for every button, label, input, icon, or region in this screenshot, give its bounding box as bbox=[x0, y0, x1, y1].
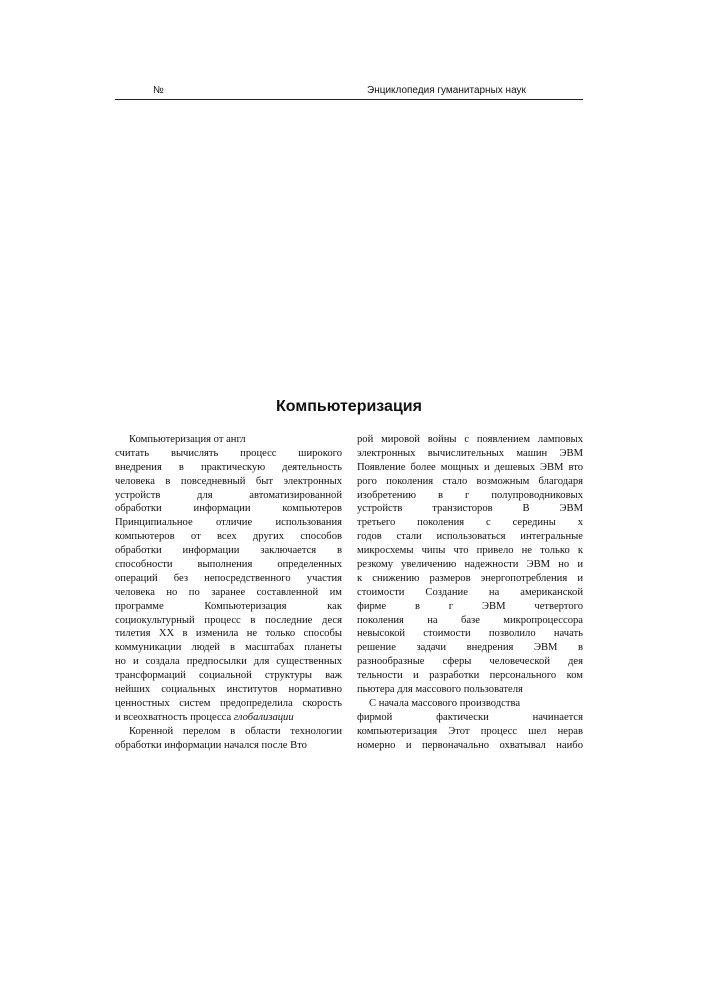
text-line: компьютеризация Этот процесс шел нерав bbox=[357, 725, 583, 737]
running-header bbox=[115, 85, 583, 100]
text-line: человека но по заранее составленной им bbox=[115, 586, 342, 598]
article-title: Компьютеризация bbox=[276, 398, 422, 415]
text-line: способности выполнения определенных bbox=[115, 559, 342, 571]
right-column bbox=[357, 433, 583, 752]
text-line: тилетия XX в изменила не только способы bbox=[115, 628, 342, 640]
text-line: номерно и первоначально охватывал наибо bbox=[357, 739, 583, 751]
text-line: компьютеров от всех других способов bbox=[115, 531, 342, 543]
text-line: внедрения в практическую деятельность bbox=[115, 461, 342, 473]
text-line: коммуникации людей в масштабах планеты bbox=[115, 642, 342, 654]
issue-number: № bbox=[153, 85, 164, 96]
text-line: фирме в г ЭВМ четвертого bbox=[357, 600, 583, 612]
text-line: невысокой стоимости позволило начать bbox=[357, 628, 583, 640]
left-column bbox=[115, 433, 342, 752]
text-line: но и создала предпосылки для существенных bbox=[115, 656, 342, 668]
text-line: обработки информации начался после Вто bbox=[115, 739, 307, 751]
text-line: электронных вычислительных машин ЭВМ bbox=[357, 447, 583, 459]
text-line: считать вычислять процесс широкого bbox=[115, 447, 342, 459]
text-line: обработки информации компьютеров bbox=[115, 503, 342, 515]
text-line: Компьютеризация от англ bbox=[129, 434, 246, 445]
text-line: решение задачи внедрения ЭВМ в bbox=[357, 642, 583, 654]
text-line: обработки информации заключается в bbox=[115, 545, 342, 557]
text-line: стоимости Создание на американской bbox=[357, 586, 583, 598]
text-line: Принципиальное отличие использования bbox=[115, 517, 342, 529]
text-line: трансформаций социальной структуры важ bbox=[115, 670, 342, 682]
text-line: изобретению в г полупроводниковых bbox=[357, 489, 583, 501]
italic-term: глобализации bbox=[233, 711, 294, 723]
text-line: С начала массового производства bbox=[369, 697, 521, 709]
text-line bbox=[115, 711, 342, 725]
text-line: фирмой фактически начинается bbox=[357, 711, 583, 723]
text-line: программе Компьютеризация как bbox=[115, 600, 342, 612]
text-line: устройств транзисторов В ЭВМ bbox=[357, 503, 583, 515]
text-line: резкому увеличению надежности ЭВМ но и bbox=[357, 559, 583, 571]
text-line: Появление более мощных и дешевых ЭВМ вто bbox=[357, 461, 583, 473]
text-line: поколения на базе микропроцессора bbox=[357, 614, 583, 626]
text-line: человека в повседневный быт электронных bbox=[115, 475, 342, 487]
text-line: рой мировой войны с появлением ламповых bbox=[357, 434, 583, 445]
text-line: к снижению размеров энергопотребления и bbox=[357, 572, 583, 584]
text-line: годов стали использоваться интегральные bbox=[357, 531, 583, 543]
text-line: пьютера для массового пользователя bbox=[357, 684, 523, 696]
text-line: тельности и разработки персонального ком bbox=[357, 670, 583, 682]
text-line: ценностных систем предопределила скорость bbox=[115, 697, 342, 709]
text-line: социокультурный процесс в последние деся bbox=[115, 614, 342, 626]
text-line: нейших социальных институтов нормативно bbox=[115, 684, 342, 696]
text-span: и всеохватность процесса bbox=[115, 711, 232, 723]
journal-title: Энциклопедия гуманитарных наук bbox=[367, 85, 526, 96]
text-line: Коренной перелом в области технологии bbox=[129, 725, 342, 737]
text-line: рого поколения стало возможным благодаря bbox=[357, 475, 583, 487]
text-line: разнообразные сферы человеческой дея bbox=[357, 656, 583, 668]
text-line: устройств для автоматизированной bbox=[115, 489, 342, 501]
text-line: микросхемы чипы что привело не только к bbox=[357, 545, 583, 557]
text-line: третьего поколения с середины х bbox=[357, 517, 583, 529]
text-line: операций без непосредственного участия bbox=[115, 572, 342, 584]
